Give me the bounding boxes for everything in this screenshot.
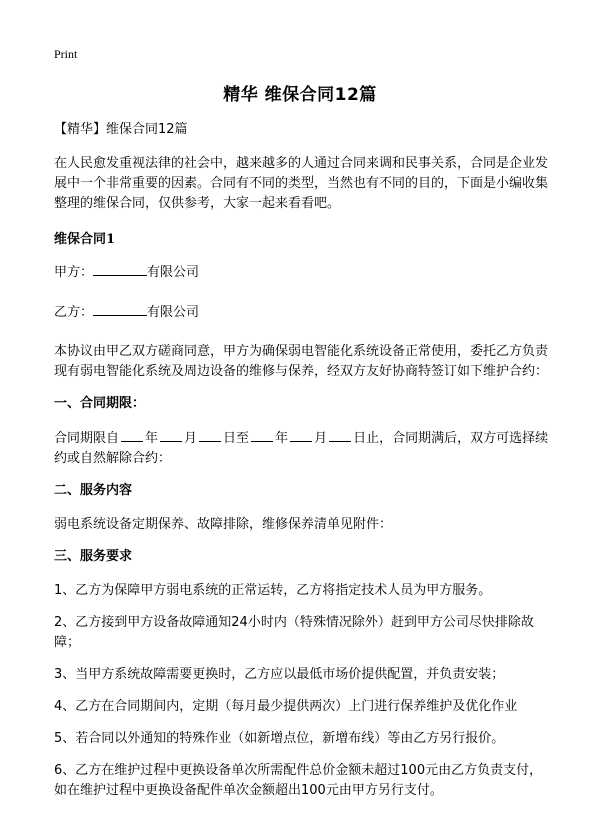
blank (290, 428, 312, 442)
term-paragraph: 合同期限自 年 月 日至 年 月 日止，合同期满后，双方可选择续约或自然解除合约： (54, 428, 554, 469)
party-a-suffix: 有限公司 (147, 265, 200, 280)
blank (121, 428, 143, 442)
document-body (54, 120, 554, 813)
agreement-paragraph: 本协议由甲乙双方磋商同意，甲方为确保弱电智能化系统设备正常使用，委托乙方负责现有弱电智能化系统及周边设备的维修与保养，经双方友好协商特签订如下维护合约： (54, 344, 549, 379)
requirement-item: 6、乙方在维护过程中更换设备单次所需配件总价金额未超过100元由乙方负责支付，如在维护过程中更换设备配件单次金额超出100元由甲方另行支付。 (54, 763, 543, 798)
party-a-line (54, 262, 554, 283)
intro-paragraph: 在人民愈发重视法律的社会中，越来越多的人通过合同来调和民事关系，合同是企业发展中一个非常重要的因素。合同有不同的类型，当然也有不同的目的，下面是小编收集整理的维保合同，仅供参考，大家一起来看看吧。 (54, 156, 549, 211)
party-b-suffix: 有限公司 (147, 305, 200, 320)
service-content: 弱电系统设备定期保养、故障排除，维修保养清单见附件： (54, 517, 393, 532)
requirement-item: 1、乙方为保障甲方弱电系统的正常运转，乙方将指定技术人员为甲方服务。 (54, 583, 492, 598)
party-b-blank (93, 302, 147, 316)
requirement-item: 5、若合同以外通知的特殊作业（如新增点位，新增布线）等由乙方另行报价。 (54, 731, 505, 746)
blank (160, 428, 182, 442)
blank (199, 428, 221, 442)
print-link[interactable]: Print (54, 47, 78, 61)
section-heading: 一、合同期限： (54, 396, 146, 411)
subtitle: 【精华】维保合同12篇 (54, 122, 188, 137)
requirement-item: 3、当甲方系统故障需要更换时，乙方应以最低市场价提供配置，并负责安装； (54, 667, 505, 682)
section-heading: 二、服务内容 (54, 483, 133, 498)
party-a-blank (93, 262, 147, 276)
requirement-item: 4、乙方在合同期间内，定期（每月最少提供两次）上门进行保养维护及优化作业 (54, 699, 518, 714)
contract-heading: 维保合同1 (54, 232, 116, 247)
section-heading: 三、服务要求 (54, 549, 133, 564)
party-a-label: 甲方： (54, 265, 94, 280)
party-b-label: 乙方： (54, 305, 94, 320)
requirement-item: 2、乙方接到甲方设备故障通知24小时内（特殊情况除外）赶到甲方公司尽快排除故障； (54, 615, 534, 650)
party-b-line (54, 302, 554, 323)
page-title: 精华 维保合同12篇 (223, 85, 377, 105)
blank (251, 428, 273, 442)
blank (329, 428, 351, 442)
